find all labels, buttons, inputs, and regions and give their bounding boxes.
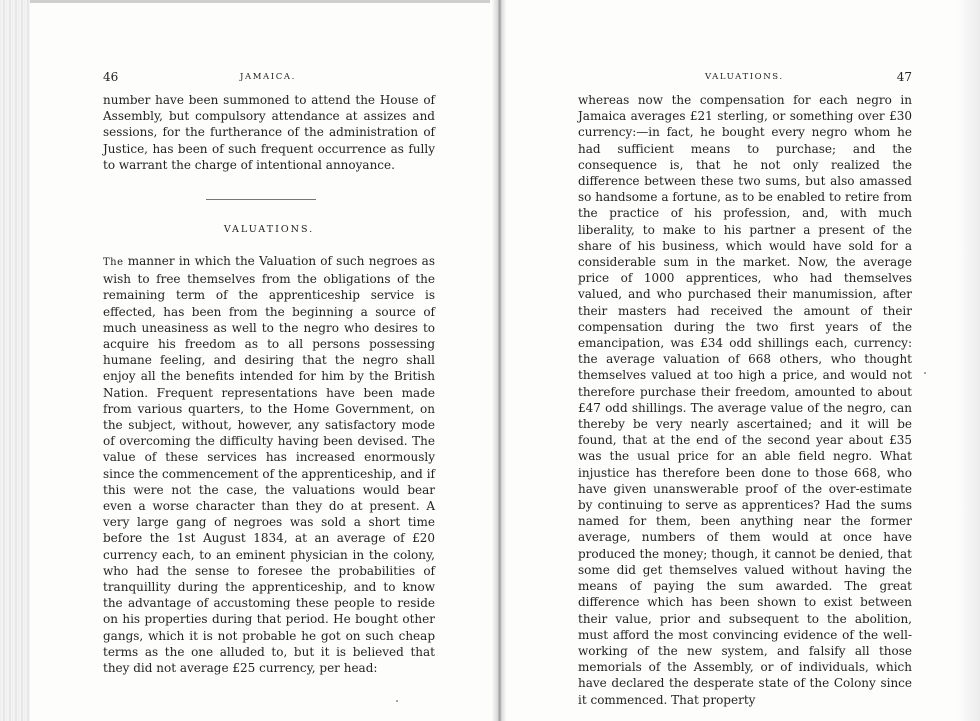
left-page <box>103 70 435 676</box>
section-text: manner in which the Valuation of such negroes as wish to free themselves from the obligations of the remaining term of the apprenticeship service is effected, has been from the beginning a source of much uneasiness as well to the negro who desires to acquire his freedom as to all persons possessing humane feeling, and desiring that the negro shall enjoy all the benefits intended for him by the British Nation. Frequent representations have been made from various quarters, to the Home Government, on the subject, without, however, any satisfactory mode of overcoming the difficulty having been devised. The value of these services has increased enormously since the commencement of the apprenticeship, and if this were not the case, the valuations would bear even a worse character than they do at present. A very large gang of negroes was sold a short time before the 1st August 1834, at an average of £20 currency each, to an eminent physician in the colony, who had the sense to foresee the probabilities of tranquillity during the apprenticeship, and to know the advantage of accustoming these people to reside on his properties during that period. He bought other gangs, which it is not probable he got on such cheap terms as the one alluded to, but it is believed that they did not average £25 currency, per head: <box>103 254 435 676</box>
right-page-body <box>578 92 912 708</box>
scan-speck <box>924 372 926 374</box>
section-heading: VALUATIONS. <box>223 224 315 236</box>
continued-paragraph: number have been summoned to attend the House of Assembly, but compulsory attendance at assizes and sessions, for the furtherance of the administration of Justice, has been of such frequent occurrence as fully to warrant the charge of intentional annoyance. <box>103 93 435 172</box>
page-number: 46 <box>103 70 119 84</box>
running-head-title: VALUATIONS. <box>705 72 784 82</box>
left-running-header <box>103 70 435 92</box>
book-gutter <box>492 0 506 721</box>
running-head-title: JAMAICA. <box>240 72 296 82</box>
section-paragraph <box>103 253 435 676</box>
opening-word: The <box>103 257 124 269</box>
right-page-edge <box>958 0 980 721</box>
page-top-shadow <box>30 0 490 3</box>
section-divider <box>206 199 316 200</box>
right-running-header <box>578 70 912 92</box>
left-page-body <box>103 92 435 676</box>
left-page-edges <box>0 0 30 721</box>
scan-speck <box>396 700 398 702</box>
right-page <box>578 70 912 708</box>
page-number: 47 <box>896 70 912 84</box>
body-paragraph: whereas now the compensation for each negro in Jamaica averages £21 sterling, or something over £30 currency:—in fact, he bought every negro whom he had sufficient means to purchase; and the consequence is, that he not only realized the difference between these two sums, but also amassed so handsome a fortune, as to be enabled to retire from the practice of his profession, and, with much liberality, to make to his partner a present of the share of his business, which would have sold for a considerable sum in the market. Now, the average price of 1000 apprentices, who had themselves valued, and who purchased their manumission, after their masters had received the amount of their compensation during the two first years of the emancipation, was £34 odd shillings each, currency: the average valuation of 668 others, who thought themselves valued at too high a price, and would not therefore purchase their freedom, amounted to about £47 odd shillings. The average value of the negro, can thereby be very nearly ascertained; and it will be found, that at the end of the second year about £35 was the usual price for an able field negro. What injustice has therefore been done to those 668, who have given unanswerable proof of the over-estimate by continuing to serve as apprentices? Had the sums named for them, been anything near the former average, numbers of them would at once have produced the money; though, it cannot be denied, that some did get themselves valued without having the means of paying the sum awarded. The great difference which has been shown to exist between their value, prior and subsequent to the abolition, must afford the most convincing evidence of the well-working of the new system, and falsify all those memorials of the Assembly, or of individuals, which have declared the desperate state of the Colony since it commenced. That property <box>578 93 912 707</box>
